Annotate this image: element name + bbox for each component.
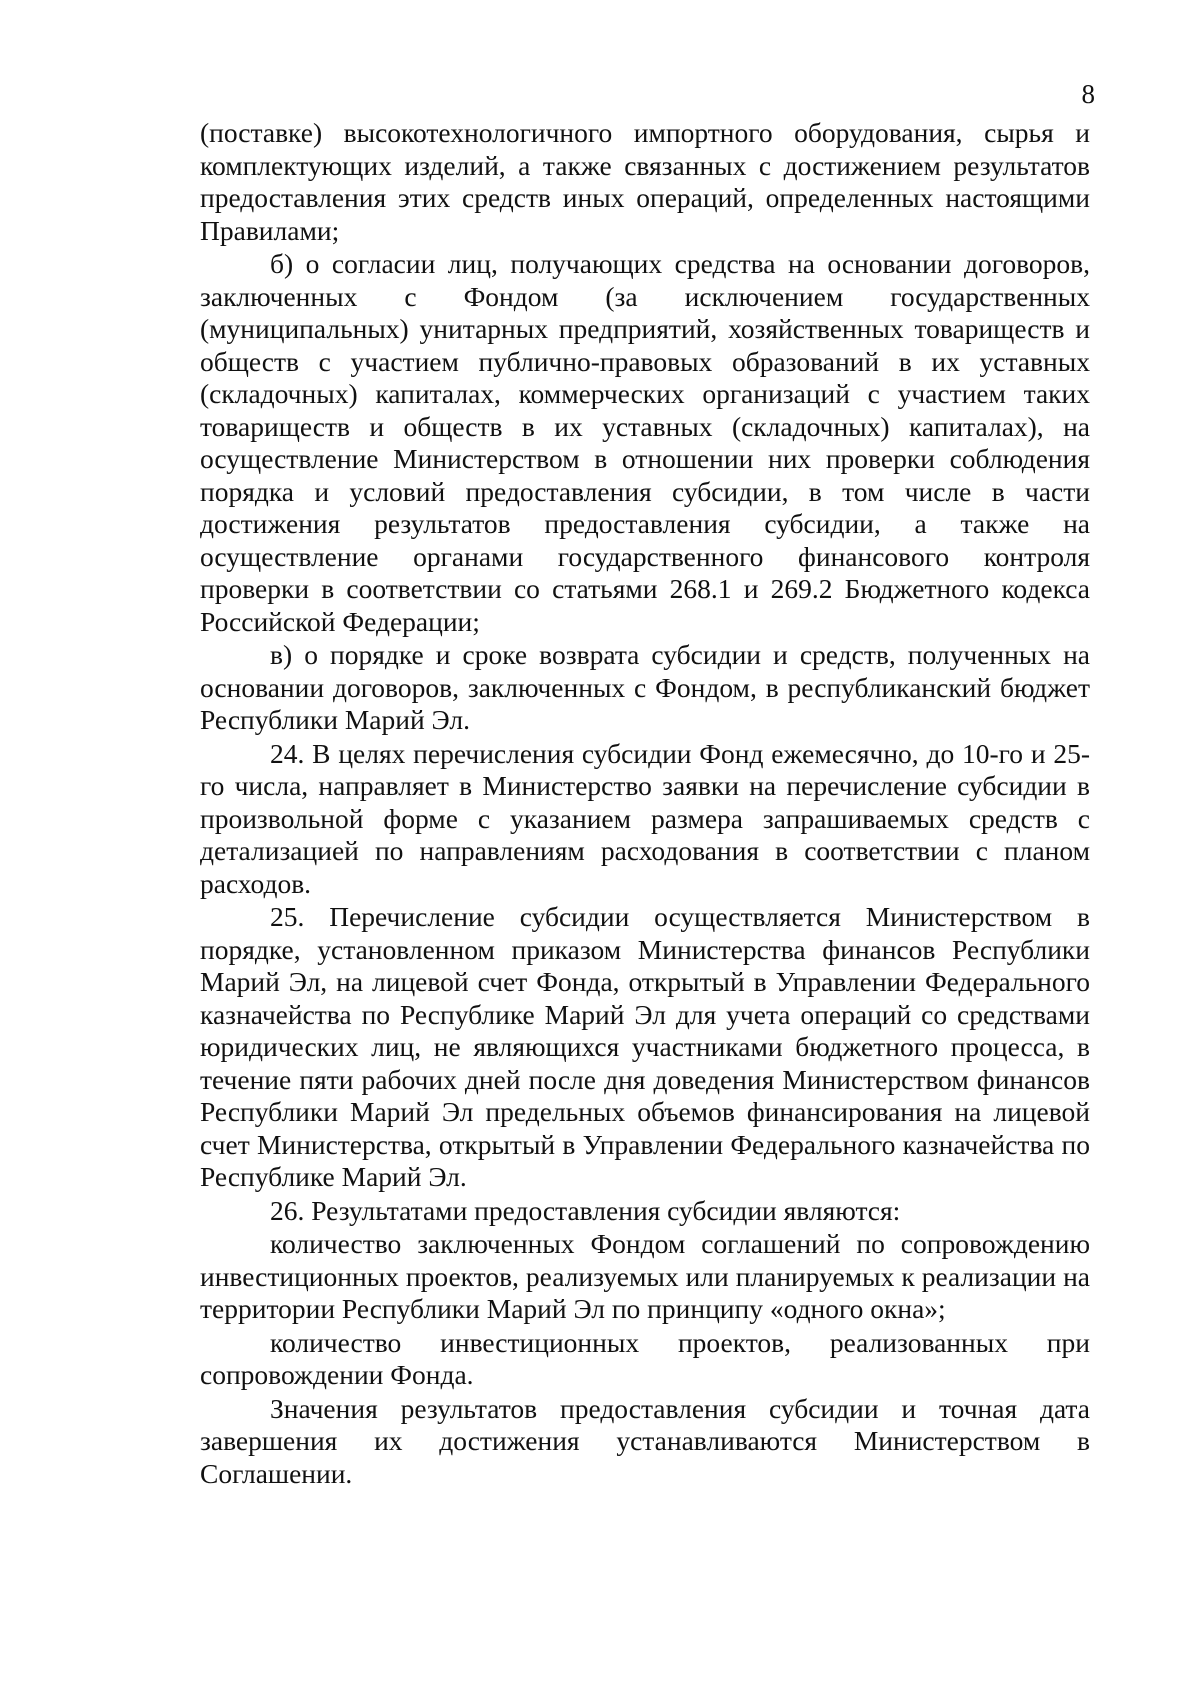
paragraph-v: в) о порядке и сроке возврата субсидии и средств, полученных на основании договоров, заключенных с Фондом, в республиканский бюджет Республики Марий Эл. bbox=[200, 639, 1090, 735]
paragraph-results-values: Значения результатов предоставления субсидии и точная дата завершения их достижения устанавливаются Министерством в Соглашении. bbox=[200, 1392, 1090, 1489]
paragraph-26: 26. Результатами предоставления субсидии являются: bbox=[270, 1194, 901, 1226]
document-body bbox=[200, 117, 1090, 1491]
result-item-projects: количество инвестиционных проектов, реализованных при сопровождении Фонда. bbox=[200, 1326, 1090, 1390]
paragraph-continuation: (поставке) высокотехнологичного импортного оборудования, сырья и комплектующих изделий, а также связанных с достижением результатов предоставления этих средств иных операций, определенных настоящими Правилами; bbox=[200, 117, 1090, 246]
page-number: 8 bbox=[1081, 79, 1095, 109]
paragraph-25: 25. Перечисление субсидии осуществляется Министерством в порядке, установленном приказом Министерства финансов Республики Марий Эл, на лицевой счет Фонда, открытый в Управлении Федерального казначейства по Республике Марий Эл для учета операций со средствами юридических лиц, не являющихся участниками бюджетного процесса, в течение пяти рабочих дней после дня доведения Министерством финансов Республики Марий Эл предельных объемов финансирования на лицевой счет Министерства, открытый в Управлении Федерального казначейства по Республике Марий Эл. bbox=[200, 901, 1090, 1192]
result-item-agreements: количество заключенных Фондом соглашений по сопровождению инвестиционных проектов, реализуемых или планируемых к реализации на территории Республики Марий Эл по принципу «одного окна»; bbox=[200, 1228, 1090, 1324]
paragraph-b: б) о согласии лиц, получающих средства на основании договоров, заключенных с Фондом (за исключением государственных (муниципальных) унитарных предприятий, хозяйственных товариществ и обществ с участием публично-правовых образований в их уставных (складочных) капиталах, коммерческих организаций с участием таких товариществ и обществ в их уставных (складочных) капиталах), на осуществление Министерством в отношении них проверки соблюдения порядка и условий предоставления субсидии, в том числе в части достижения результатов предоставления субсидии, а также на осуществление органами государственного финансового контроля проверки в соответствии со статьями 268.1 и 269.2 Бюджетного кодекса Российской Федерации; bbox=[200, 248, 1090, 637]
paragraph-24: 24. В целях перечисления субсидии Фонд ежемесячно, до 10-го и 25-го числа, направляет в Министерство заявки на перечисление субсидии в произвольной форме с указанием размера запрашиваемых средств с детализацией по направлениям расходования в соответствии с планом расходов. bbox=[200, 737, 1090, 899]
